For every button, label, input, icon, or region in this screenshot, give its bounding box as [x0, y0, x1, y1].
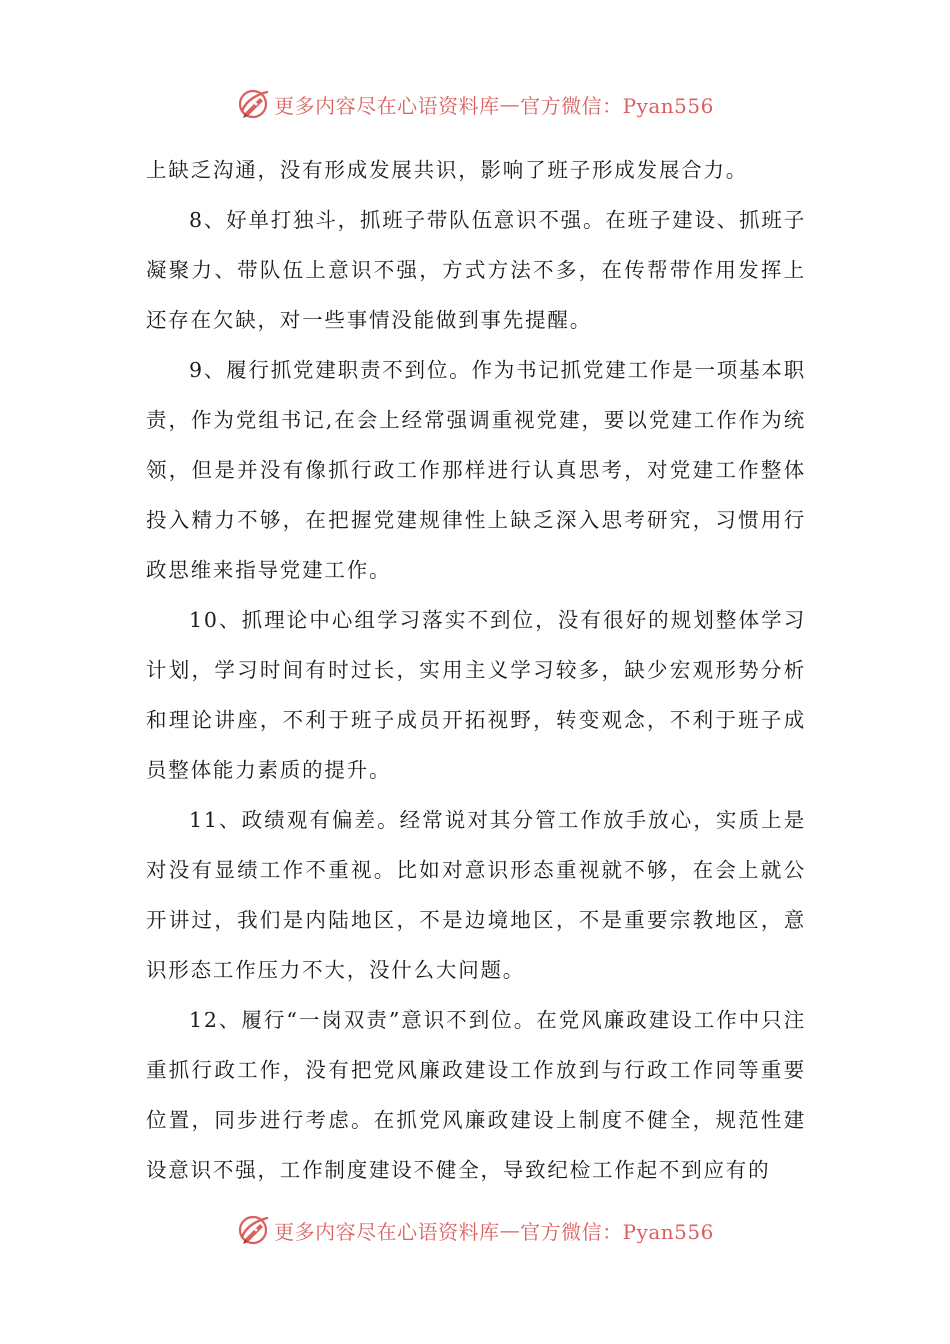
watermark-dash: —: [499, 1218, 521, 1242]
paragraph-item-8: 8、好单打独斗，抓班子带队伍意识不强。在班子建设、抓班子凝聚力、带队伍上意识不强，方式方法不多，在传帮带作用发挥上还存在欠缺，对一些事情没能做到事先提醒。: [146, 208, 806, 332]
pen-logo-icon: [236, 1213, 270, 1247]
paragraph-item-12: 12、履行“一岗双责”意识不到位。在党风廉政建设工作中只注重抓行政工作，没有把党风廉政建设工作放到与行政工作同等重要位置，同步进行考虑。在抓党风廉政建设上制度不健全，规范性建设意识不强，工作制度建设不健全，导致纪检工作起不到应有的: [146, 1008, 806, 1182]
watermark-contact: 官方微信：Pyan556: [520, 93, 714, 118]
paragraph-item-11: 11、政绩观有偏差。经常说对其分管工作放手放心，实质上是对没有显绩工作不重视。比如对意识形态重视就不够，在会上就公开讲过，我们是内陆地区，不是边境地区，不是重要宗教地区，意识形态工作压力不大，没什么大问题。: [146, 808, 806, 982]
header-watermark: [0, 84, 950, 124]
document-body: [146, 145, 806, 1195]
watermark-brand: 更多内容尽在心语资料库: [274, 93, 500, 118]
watermark-dash: —: [499, 92, 521, 116]
paragraph-continuation: 上缺乏沟通，没有形成发展共识，影响了班子形成发展合力。: [146, 158, 749, 182]
paragraph-item-10: 10、抓理论中心组学习落实不到位，没有很好的规划整体学习计划，学习时间有时过长，实用主义学习较多，缺少宏观形势分析和理论讲座，不利于班子成员开拓视野，转变观念，不利于班子成员整体能力素质的提升。: [146, 608, 806, 782]
footer-watermark: [0, 1210, 950, 1250]
watermark-brand: 更多内容尽在心语资料库: [274, 1219, 500, 1244]
paragraph-item-9: 9、履行抓党建职责不到位。作为书记抓党建工作是一项基本职责，作为党组书记,在会上经常强调重视党建，要以党建工作作为统领，但是并没有像抓行政工作那样进行认真思考，对党建工作整体投入精力不够，在把握党建规律性上缺乏深入思考研究，习惯用行政思维来指导党建工作。: [146, 358, 806, 582]
pen-logo-icon: [236, 87, 270, 121]
watermark-contact: 官方微信：Pyan556: [520, 1219, 714, 1244]
